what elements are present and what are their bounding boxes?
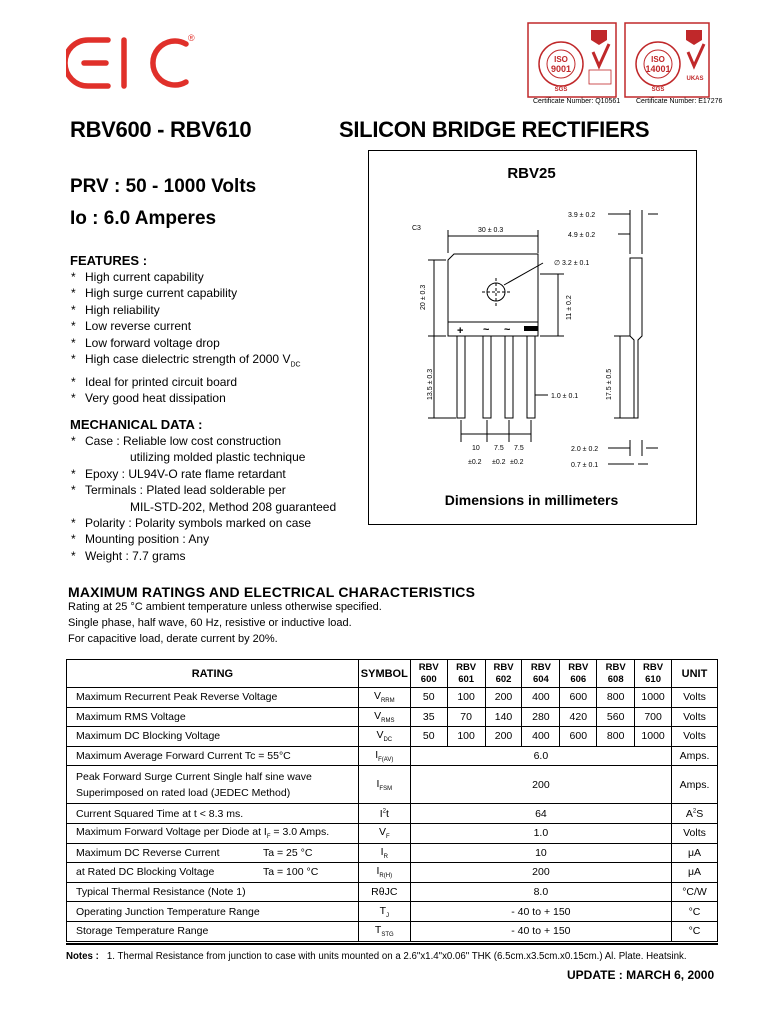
list-item: * High surge current capability bbox=[71, 286, 238, 301]
iso-label: ISO bbox=[554, 55, 568, 64]
notes-divider bbox=[66, 943, 718, 945]
param-cell: Typical Thermal Resistance (Note 1) bbox=[67, 882, 359, 902]
param-cell: Maximum RMS Voltage bbox=[67, 707, 359, 727]
iso14001-certificate-seal bbox=[624, 22, 710, 98]
unit-cell: °C bbox=[672, 902, 718, 922]
symbol-cell: RθJC bbox=[358, 882, 410, 902]
param-cell: Maximum DC Blocking Voltage bbox=[67, 727, 359, 747]
value-cell: 600 bbox=[560, 727, 597, 747]
unit-cell: Amps. bbox=[672, 746, 718, 766]
mechanical-data-heading: MECHANICAL DATA : bbox=[70, 417, 203, 432]
symbol-cell: $T_J$ bbox=[358, 902, 410, 922]
value-cell: 200 bbox=[410, 766, 671, 804]
param-cell: Storage Temperature Range bbox=[67, 921, 359, 941]
symbol-cell: $V_{RRM}$ bbox=[358, 688, 410, 708]
certificate-number-1: Certificate Number: Q10561 bbox=[533, 98, 621, 105]
iso-label: ISO bbox=[651, 55, 665, 64]
param-cell: Operating Junction Temperature Range bbox=[67, 902, 359, 922]
value-cell: 50 bbox=[410, 727, 447, 747]
value-cell: 35 bbox=[410, 707, 447, 727]
lead bbox=[505, 336, 513, 418]
value-cell: 1000 bbox=[635, 688, 672, 708]
value-cell: 50 bbox=[410, 688, 447, 708]
value-cell: - 40 to + 150 bbox=[410, 921, 671, 941]
lead bbox=[457, 336, 465, 418]
list-item: * Case : Reliable low cost construction bbox=[71, 434, 282, 448]
unit-cell: μA bbox=[672, 843, 718, 863]
dim-label: 10 bbox=[472, 445, 480, 452]
current-rating: Io : 6.0 Amperes bbox=[70, 208, 217, 229]
value-cell: 400 bbox=[522, 727, 560, 747]
column-header: RBV 604 bbox=[522, 660, 560, 688]
sgs-label: SGS bbox=[554, 87, 568, 93]
list-item: * Ideal for printed circuit board bbox=[71, 374, 238, 389]
list-item-continuation: MIL-STD-202, Method 208 guaranteed bbox=[130, 499, 337, 514]
column-header: RBV 608 bbox=[597, 660, 635, 688]
param-cell: Maximum Recurrent Peak Reverse Voltage bbox=[67, 688, 359, 708]
value-cell: 560 bbox=[597, 707, 635, 727]
table-row bbox=[67, 902, 718, 922]
value-cell: 8.0 bbox=[410, 882, 671, 902]
dim-label: 3.9 ± 0.2 bbox=[568, 212, 596, 219]
dim-label: 7.5 bbox=[514, 445, 524, 452]
dim-label: 13.5 ± 0.3 bbox=[427, 368, 434, 400]
symbol-cell: $V_{RMS}$ bbox=[358, 707, 410, 727]
table-row bbox=[67, 823, 718, 843]
ratings-heading: MAXIMUM RATINGS AND ELECTRICAL CHARACTERISTICS bbox=[68, 584, 476, 600]
registered-mark: ® bbox=[188, 33, 195, 43]
value-cell: 600 bbox=[560, 688, 597, 708]
param-cell: Maximum Forward Voltage per Diode at $I_F = 3.0$ Amps. bbox=[67, 823, 359, 843]
value-cell: 280 bbox=[522, 707, 560, 727]
ac-terminal-mark: ~ bbox=[483, 324, 490, 336]
list-item-continuation: utilizing molded plastic technique bbox=[130, 450, 306, 465]
column-header: RBV 610 bbox=[635, 660, 672, 688]
value-cell: 70 bbox=[447, 707, 485, 727]
column-header: SYMBOL bbox=[358, 660, 410, 688]
value-cell: 100 bbox=[447, 727, 485, 747]
value-cell: 64 bbox=[410, 804, 671, 824]
features-list bbox=[70, 269, 301, 407]
list-item: * Low forward voltage drop bbox=[71, 335, 220, 350]
column-header: UNIT bbox=[672, 660, 718, 688]
package-name: RBV25 bbox=[507, 165, 556, 182]
features-heading: FEATURES : bbox=[70, 253, 148, 268]
unit-cell: Volts bbox=[672, 707, 718, 727]
table-row bbox=[67, 882, 718, 902]
param-cell: Maximum Average Forward Current Tc = 55°C bbox=[67, 746, 359, 766]
dim-label: 7.5 bbox=[494, 445, 504, 452]
table-row bbox=[67, 746, 718, 766]
dim-label: ∅ 3.2 ± 0.1 bbox=[554, 260, 590, 267]
eic-logo bbox=[66, 32, 196, 94]
dim-label: 1.0 ± 0.1 bbox=[551, 393, 579, 400]
dim-label: 30 ± 0.3 bbox=[478, 227, 504, 234]
symbol-cell: $I_R$ bbox=[358, 843, 410, 863]
ratings-table bbox=[66, 659, 718, 942]
list-item: * Mounting position : Any bbox=[71, 532, 210, 547]
notes: Notes : 1. Thermal Resistance from junction to case with units mounted on a 2.6"x1.4"x0.06" THK (6.5cm.x3.5cm.x0.15cm.) Al. Plate. Heatsink. bbox=[66, 951, 687, 962]
table-header-row bbox=[67, 660, 718, 688]
package-dimension-drawing bbox=[368, 150, 695, 490]
list-item: * High reliability bbox=[71, 302, 160, 317]
table-row bbox=[67, 921, 718, 941]
symbol-cell: $V_{DC}$ bbox=[358, 727, 410, 747]
list-item: * Very good heat dissipation bbox=[71, 391, 226, 406]
column-header: RBV 606 bbox=[560, 660, 597, 688]
dim-label: 20 ± 0.3 bbox=[420, 284, 427, 310]
lead bbox=[483, 336, 491, 418]
symbol-cell: $I_{F(AV)}$ bbox=[358, 746, 410, 766]
package-side-view bbox=[630, 258, 642, 418]
prv-rating: PRV : 50 - 1000 Volts bbox=[70, 176, 257, 197]
certificate-number-2: Certificate Number: E17276 bbox=[636, 98, 723, 105]
column-header: RATING bbox=[67, 660, 359, 688]
dim-label: 4.9 ± 0.2 bbox=[568, 232, 596, 239]
rating-condition: For capacitive load, derate current by 20%. bbox=[68, 633, 278, 645]
part-number-title: RBV600 - RBV610 bbox=[70, 117, 252, 142]
list-item: * High current capability bbox=[71, 270, 204, 284]
dim-label: 2.0 ± 0.2 bbox=[571, 446, 599, 453]
unit-cell: Volts bbox=[672, 727, 718, 747]
symbol-cell: $V_F$ bbox=[358, 823, 410, 843]
ukas-label: UKAS bbox=[686, 76, 704, 82]
dim-label: ±0.2 bbox=[492, 459, 506, 466]
list-item: * Epoxy : UL94V-O rate flame retardant bbox=[71, 466, 286, 481]
unit-cell: Volts bbox=[672, 823, 718, 843]
rating-condition: Single phase, half wave, 60 Hz, resistive or inductive load. bbox=[68, 617, 352, 629]
value-cell: 10 bbox=[410, 843, 671, 863]
product-description-title: SILICON BRIDGE RECTIFIERS bbox=[339, 117, 650, 142]
value-cell: 6.0 bbox=[410, 746, 671, 766]
iso-number: 9001 bbox=[550, 64, 572, 74]
value-cell: 420 bbox=[560, 707, 597, 727]
column-header: RBV 600 bbox=[410, 660, 447, 688]
value-cell: 140 bbox=[485, 707, 522, 727]
value-cell: 1000 bbox=[635, 727, 672, 747]
symbol-cell: $I^2t$ bbox=[358, 804, 410, 824]
table-row bbox=[67, 707, 718, 727]
iso-number: 14001 bbox=[645, 64, 671, 74]
value-cell: 1.0 bbox=[410, 823, 671, 843]
table-row bbox=[67, 766, 718, 804]
value-cell: 800 bbox=[597, 688, 635, 708]
rating-condition: Rating at 25 °C ambient temperature unless otherwise specified. bbox=[68, 601, 382, 613]
dim-label: 17.5 ± 0.5 bbox=[606, 368, 613, 400]
param-cell: Current Squared Time at t < 8.3 ms. bbox=[67, 804, 359, 824]
positive-terminal-mark: + bbox=[457, 325, 464, 337]
unit-cell: $A^2S$ bbox=[672, 804, 718, 824]
unit-cell: Amps. bbox=[672, 766, 718, 804]
value-cell: 700 bbox=[635, 707, 672, 727]
update-date: UPDATE : MARCH 6, 2000 bbox=[567, 968, 715, 982]
value-cell: 200 bbox=[485, 688, 522, 708]
list-item: * Weight : 7.7 grams bbox=[71, 548, 186, 563]
mechanical-data-list bbox=[70, 433, 336, 564]
negative-terminal-mark bbox=[524, 326, 538, 331]
table-row bbox=[67, 804, 718, 824]
list-item: * Low reverse current bbox=[71, 319, 192, 334]
dim-label: 11 ± 0.2 bbox=[566, 295, 573, 320]
param-cell: at Rated DC Blocking Voltage Ta = 100 °C bbox=[67, 863, 359, 883]
list-item: * Terminals : Plated lead solderable per bbox=[71, 483, 286, 498]
column-header: RBV 602 bbox=[485, 660, 522, 688]
dim-label: 0.7 ± 0.1 bbox=[571, 462, 599, 469]
package-body bbox=[448, 254, 538, 336]
dimension-caption: Dimensions in millimeters bbox=[444, 492, 619, 508]
symbol-cell: $I_{R(H)}$ bbox=[358, 863, 410, 883]
column-header: RBV 601 bbox=[447, 660, 485, 688]
value-cell: 100 bbox=[447, 688, 485, 708]
value-cell: - 40 to + 150 bbox=[410, 902, 671, 922]
dim-label: ±0.2 bbox=[468, 459, 482, 466]
sgs-label: SGS bbox=[651, 87, 665, 93]
value-cell: 200 bbox=[485, 727, 522, 747]
dim-label: ±0.2 bbox=[510, 459, 524, 466]
value-cell: 200 bbox=[410, 863, 671, 883]
unit-cell: °C bbox=[672, 921, 718, 941]
table-row bbox=[67, 688, 718, 708]
value-cell: 800 bbox=[597, 727, 635, 747]
param-cell: Peak Forward Surge Current Single half sine wave Superimposed on rated load (JEDEC Method) bbox=[67, 766, 359, 804]
table-row bbox=[67, 727, 718, 747]
iso9001-certificate-seal bbox=[527, 22, 617, 98]
ac-terminal-mark: ~ bbox=[504, 324, 511, 336]
list-item: * Polarity : Polarity symbols marked on case bbox=[71, 516, 312, 531]
unit-cell: Volts bbox=[672, 688, 718, 708]
symbol-cell: $T_{STG}$ bbox=[358, 921, 410, 941]
unit-cell: °C/W bbox=[672, 882, 718, 902]
table-row bbox=[67, 843, 718, 863]
table-row bbox=[67, 863, 718, 883]
lead bbox=[527, 336, 535, 418]
dim-label: C3 bbox=[412, 225, 421, 232]
param-cell: Maximum DC Reverse Current Ta = 25 °C bbox=[67, 843, 359, 863]
value-cell: 400 bbox=[522, 688, 560, 708]
symbol-cell: $I_{FSM}$ bbox=[358, 766, 410, 804]
unit-cell: μA bbox=[672, 863, 718, 883]
list-item: * High case dielectric strength of 2000 $V_{DC}$ bbox=[71, 352, 301, 369]
